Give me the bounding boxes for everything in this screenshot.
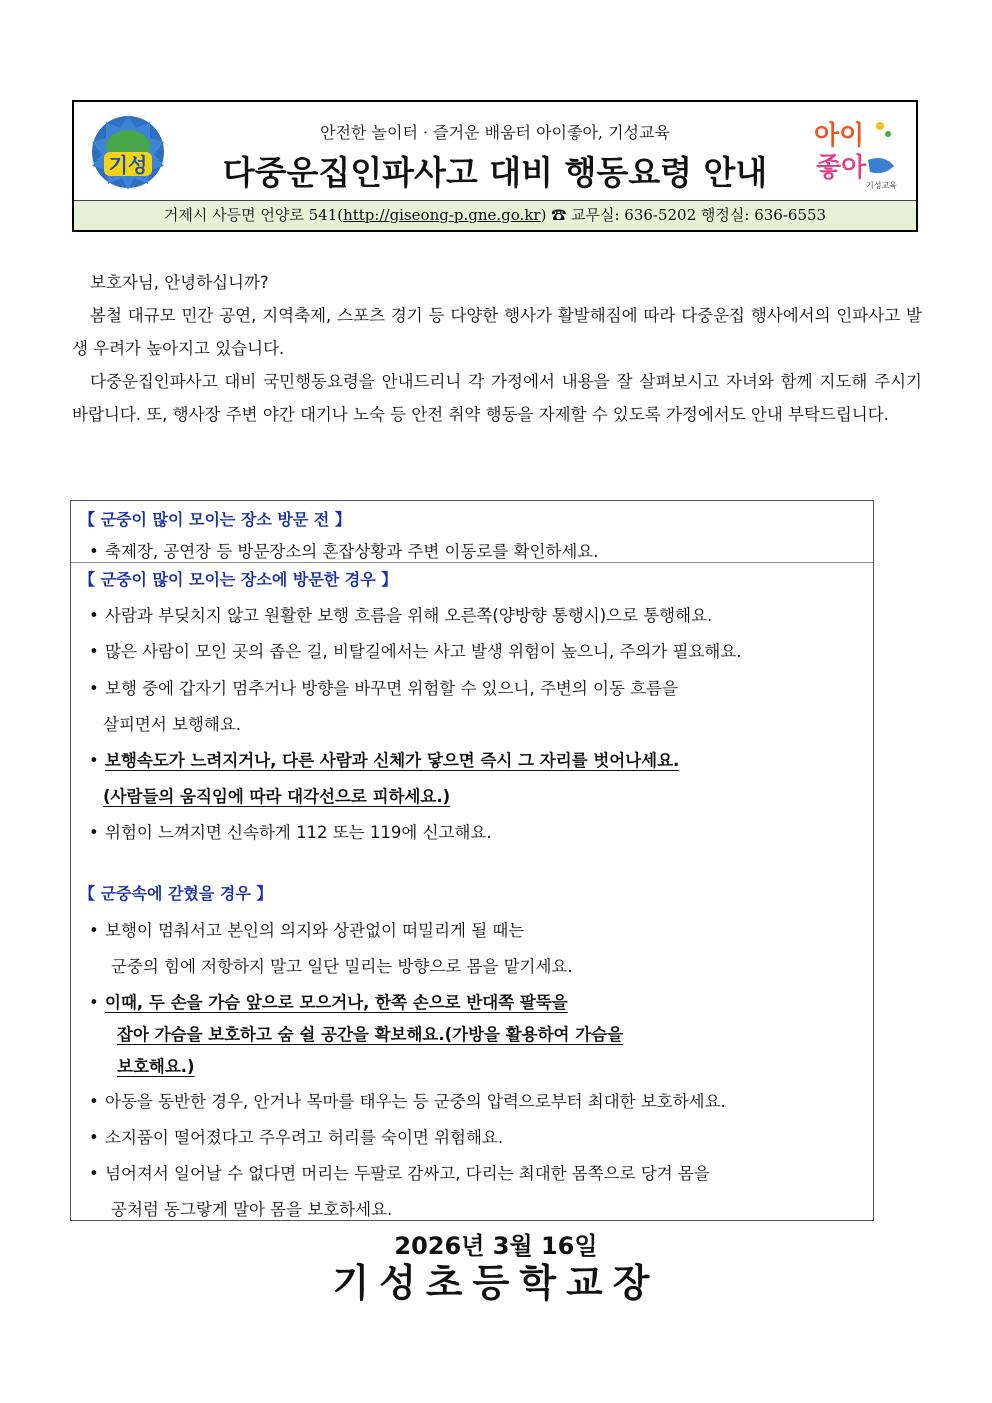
- list-item: • 위험이 느껴지면 신속하게 112 또는 119에 신고해요.: [89, 823, 492, 842]
- contact-bar: [74, 200, 916, 230]
- section-title-before-visit: 【 군중이 많이 모이는 장소 방문 전 】: [79, 510, 351, 529]
- phone-contacts: ) ☎ 교무실: 636-5202 행정실: 636-6553: [540, 206, 827, 224]
- intro-paragraph-2: 다중운집인파사고 대비 국민행동요령을 안내드리니 각 가정에서 내용을 잘 살펴보시고 자녀와 함께 지도해 주시기 바랍니다. 또, 행사장 주변 야간 대기나 노숙 등 안전 취약 행동을 자제할 수 있도록 가정에서도 안내 부탁드립니다.: [72, 372, 922, 424]
- list-item-emphasis-continuation: 보호해요.): [117, 1057, 195, 1076]
- principal-signature: 기성초등학교장: [332, 1261, 660, 1305]
- list-item-continuation: 군중의 힘에 저항하지 말고 일단 밀리는 방향으로 몸을 맡기세요.: [111, 957, 573, 976]
- document-title: 다중운집인파사고 대비 행동요령 안내: [222, 153, 768, 192]
- intro-paragraph-1: 봄철 대규모 민간 공연, 지역축제, 스포츠 경기 등 다양한 행사가 활발해짐에 따라 다중운집 행사에서의 인파사고 발생 우려가 높아지고 있습니다.: [72, 306, 922, 358]
- list-item: • 보행이 멈춰서고 본인의 의지와 상관없이 떠밀리게 될 때는: [89, 921, 525, 940]
- svg-text:기성교육: 기성교육: [866, 181, 897, 190]
- svg-text:기성: 기성: [108, 153, 148, 177]
- list-item-emphasis: • 보행속도가 느려지거나, 다른 사람과 신체가 닿으면 즉시 그 자리를 벗어나세요.: [89, 751, 680, 770]
- list-item-continuation: 공처럼 동그랗게 말아 몸을 보호하세요.: [111, 1200, 393, 1219]
- school-homepage-link[interactable]: http://giseong-p.gne.go.kr: [343, 206, 541, 224]
- section-title-trapped: 【 군중속에 갇혔을 경우 】: [79, 884, 273, 903]
- school-slogan: 안전한 놀이터 · 즐거운 배움터 아이좋아, 기성교육: [320, 123, 670, 142]
- school-address: 거제시 사등면 언양로 541(: [163, 206, 344, 224]
- letter-header: [72, 100, 918, 232]
- list-item-emphasis-continuation: 잡아 가슴을 보호하고 숨 쉴 공간을 확보해요.(가방을 활용하여 가슴을: [117, 1025, 624, 1044]
- education-logo-icon: [810, 114, 900, 192]
- svg-text:좋아: 좋아: [816, 153, 867, 183]
- list-item: • 아동을 동반한 경우, 안거나 목마를 태우는 등 군중의 압력으로부터 최대한 보호하세요.: [89, 1092, 726, 1111]
- list-item: • 소지품이 떨어졌다고 주우려고 허리를 숙이면 위험해요.: [89, 1128, 504, 1147]
- list-item: • 축제장, 공연장 등 방문장소의 혼잡상황과 주변 이동로를 확인하세요.: [89, 542, 599, 561]
- list-item-emphasis-continuation: (사람들의 움직임에 따라 대각선으로 피하세요.): [103, 787, 451, 806]
- list-item-continuation: 살피면서 보행해요.: [103, 715, 242, 734]
- list-item: • 넘어져서 일어날 수 없다면 머리는 두팔로 감싸고, 다리는 최대한 몸쪽으로 당겨 몸을: [89, 1164, 710, 1183]
- list-item: • 보행 중에 갑자기 멈추거나 방향을 바꾸면 위험할 수 있으니, 주변의 이동 흐름을: [89, 679, 678, 698]
- header-top: [74, 102, 916, 202]
- intro-text: [72, 266, 922, 431]
- guideline-box: [70, 500, 874, 1221]
- list-item-emphasis: • 이때, 두 손을 가슴 앞으로 모으거나, 한쪽 손으로 반대쪽 팔뚝을: [89, 993, 568, 1012]
- section-title-visited: 【 군중이 많이 모이는 장소에 방문한 경우 】: [79, 570, 398, 589]
- section-divider: [71, 562, 873, 563]
- list-item: • 사람과 부딪치지 않고 원활한 보행 흐름을 위해 오른쪽(양방향 통행시)으로 통행해요.: [89, 606, 713, 625]
- letter-date: 2026년 3월 16일: [394, 1232, 598, 1260]
- list-item: • 많은 사람이 모인 곳의 좁은 길, 비탈길에서는 사고 발생 위험이 높으니, 주의가 필요해요.: [89, 642, 742, 661]
- intro-greeting: 보호자님, 안녕하십니까?: [90, 273, 269, 292]
- svg-text:아이: 아이: [814, 121, 865, 151]
